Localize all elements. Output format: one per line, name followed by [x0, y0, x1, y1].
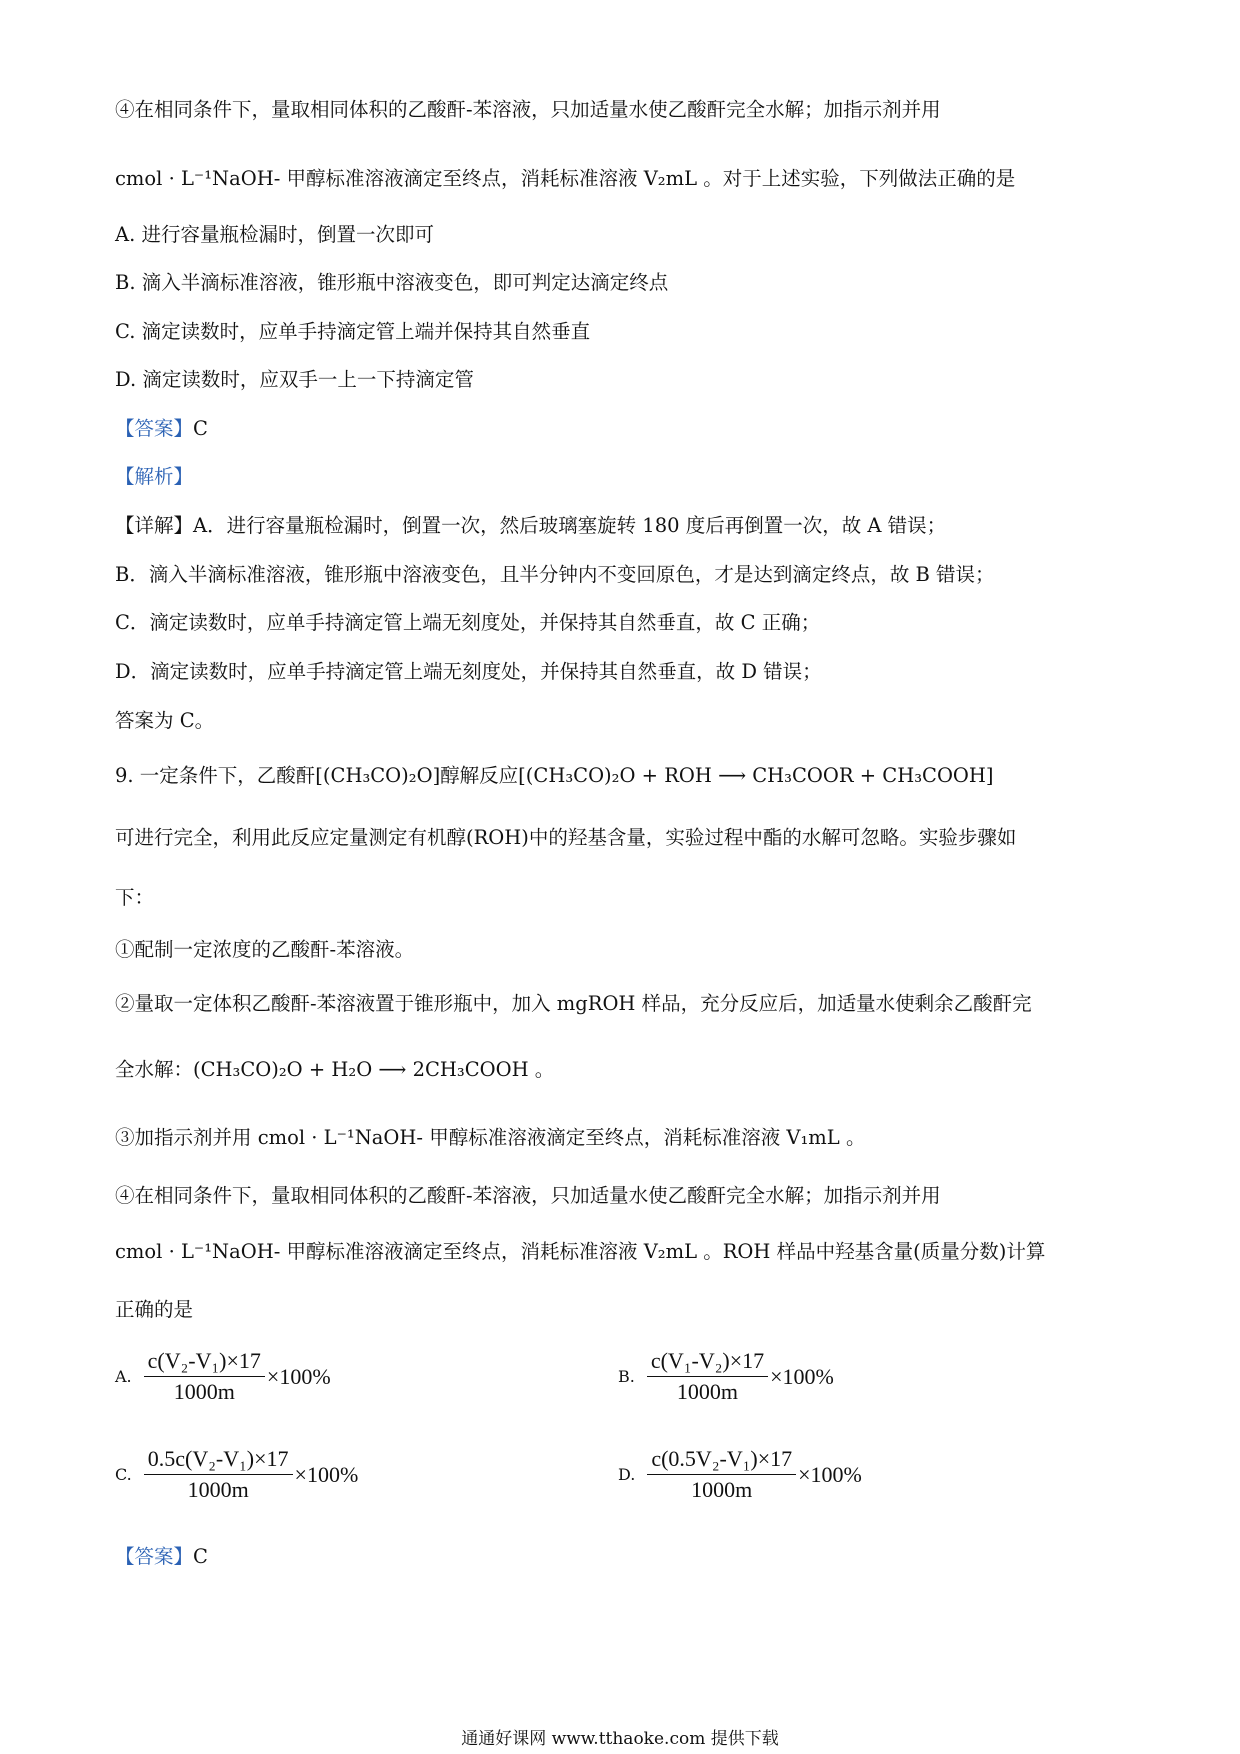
- answer-value: C: [193, 417, 208, 440]
- question-9-line-3: 下：: [115, 886, 155, 909]
- formula-option-b-label: B.: [618, 1367, 635, 1386]
- question-9-line-1: 9. 一定条件下，乙酸酐[(CH₃CO)₂O]醇解反应[(CH₃CO)₂O + ROH ⟶ CH₃COOR + CH₃COOH]: [115, 764, 994, 787]
- detail-b: B．滴入半滴标准溶液，锥形瓶中溶液变色，且半分钟内不变回原色，才是达到滴定终点，故 B 错误；: [115, 563, 995, 586]
- option-d: D. 滴定读数时，应双手一上一下持滴定管: [115, 368, 474, 391]
- analysis-label: 【解析】: [115, 465, 194, 488]
- fraction: [144, 1446, 293, 1503]
- answer-summary: 答案为 C。: [115, 709, 215, 732]
- step-4-line-2: cmol · L⁻¹NaOH- 甲醇标准溶液滴定至终点，消耗标准溶液 V₂mL 。ROH 样品中羟基含量(质量分数)计算: [115, 1240, 1046, 1263]
- suffix: ×100%: [770, 1363, 834, 1389]
- formula-option-c-label: C.: [115, 1465, 132, 1484]
- fraction: [144, 1348, 265, 1405]
- answer-label: 【答案】: [115, 417, 194, 440]
- formula-option-d-label: D.: [618, 1465, 636, 1484]
- option-c: C. 滴定读数时，应单手持滴定管上端并保持其自然垂直: [115, 320, 591, 343]
- detail-a: 【详解】A．进行容量瓶检漏时，倒置一次，然后玻璃塞旋转 180 度后再倒置一次，故 A 错误；: [115, 514, 947, 537]
- step-4-line-1: ④在相同条件下，量取相同体积的乙酸酐-苯溶液，只加适量水使乙酸酐完全水解；加指示剂并用: [115, 1184, 941, 1207]
- analysis-line: [115, 461, 193, 489]
- formula-option-d: [618, 1446, 862, 1503]
- numerator: 0.5c(V₂-V₁)×17: [144, 1446, 293, 1475]
- step-2-line-2: 全水解：(CH₃CO)₂O + H₂O ⟶ 2CH₃COOH 。: [115, 1058, 555, 1081]
- line-0: ④在相同条件下，量取相同体积的乙酸酐-苯溶液，只加适量水使乙酸酐完全水解；加指示剂并用: [115, 98, 941, 121]
- formula-option-b: [618, 1348, 834, 1405]
- fraction: [647, 1446, 796, 1503]
- denominator: 1000m: [173, 1379, 235, 1404]
- formula-option-c: [115, 1446, 358, 1503]
- denominator: 1000m: [187, 1477, 249, 1502]
- detail-d: D．滴定读数时，应单手持滴定管上端无刻度处，并保持其自然垂直，故 D 错误；: [115, 660, 822, 683]
- suffix: ×100%: [266, 1363, 331, 1389]
- denominator: 1000m: [691, 1477, 753, 1502]
- formula-option-a: [115, 1348, 331, 1405]
- fraction: [647, 1348, 768, 1405]
- answer-line: [115, 413, 208, 441]
- step-2-line-1: ②量取一定体积乙酸酐-苯溶液置于锥形瓶中，加入 mgROH 样品，充分反应后，加适量水使剩余乙酸酐完: [115, 992, 1032, 1015]
- line-1: cmol · L⁻¹NaOH- 甲醇标准溶液滴定至终点，消耗标准溶液 V₂mL 。对于上述实验，下列做法正确的是: [115, 167, 1016, 190]
- page-footer: 通通好课网 www.tthaoke.com 提供下载: [461, 1729, 779, 1749]
- step-3: ③加指示剂并用 cmol · L⁻¹NaOH- 甲醇标准溶液滴定至终点，消耗标准溶液 V₁mL 。: [115, 1126, 866, 1149]
- denominator: 1000m: [676, 1379, 739, 1404]
- detail-c: C．滴定读数时，应单手持滴定管上端无刻度处，并保持其自然垂直，故 C 正确；: [115, 611, 821, 634]
- numerator: c(V₂-V₁)×17: [144, 1348, 265, 1377]
- numerator: c(V₁-V₂)×17: [647, 1348, 768, 1377]
- question-9-line-2: 可进行完全，利用此反应定量测定有机醇(ROH)中的羟基含量，实验过程中酯的水解可忽略。实验步骤如: [115, 826, 1017, 849]
- formula-option-a-label: A.: [115, 1367, 132, 1386]
- suffix: ×100%: [798, 1461, 862, 1487]
- step-4-line-3: 正确的是: [115, 1298, 194, 1321]
- final-answer-line: [115, 1541, 208, 1569]
- option-b: B. 滴入半滴标准溶液，锥形瓶中溶液变色，即可判定达滴定终点: [115, 271, 669, 294]
- numerator: c(0.5V₂-V₁)×17: [647, 1446, 796, 1475]
- step-1: ①配制一定浓度的乙酸酐-苯溶液。: [115, 938, 415, 961]
- final-answer-value: C: [193, 1545, 208, 1568]
- suffix: ×100%: [294, 1461, 359, 1487]
- option-a: A. 进行容量瓶检漏时，倒置一次即可: [115, 223, 434, 246]
- final-answer-label: 【答案】: [115, 1545, 194, 1568]
